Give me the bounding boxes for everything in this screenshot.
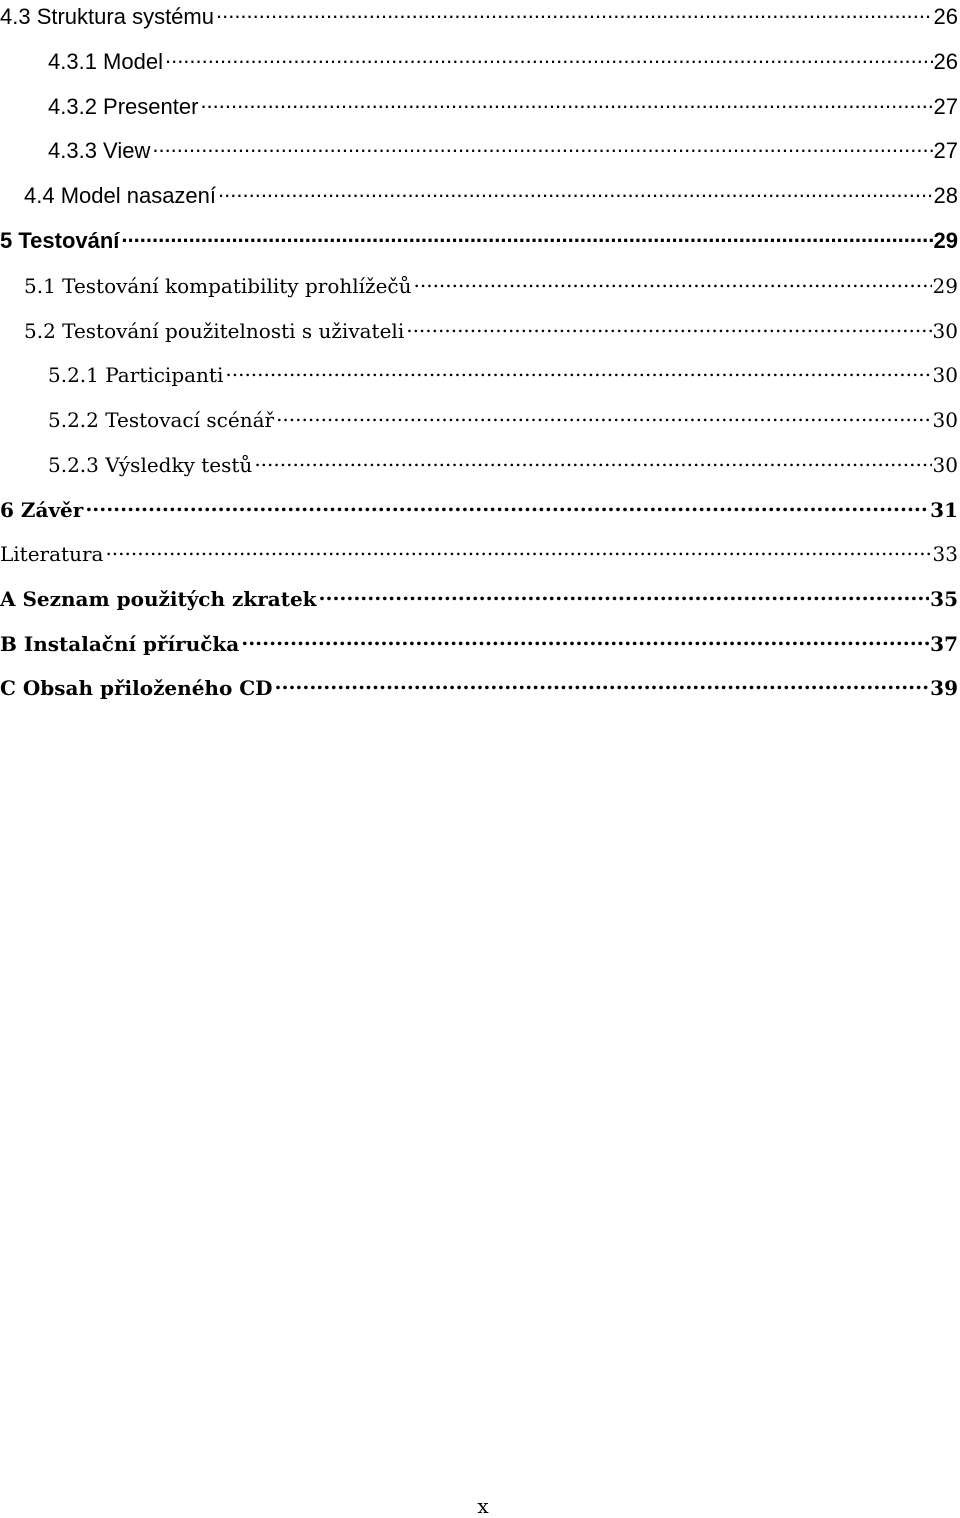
toc-entry-title: 5.2.3 Výsledky testů xyxy=(48,453,253,477)
toc-entry[interactable] xyxy=(48,356,958,396)
toc-entry[interactable] xyxy=(48,88,958,128)
toc-entry[interactable] xyxy=(0,222,958,262)
toc-dot-leader xyxy=(121,222,932,248)
toc-dot-leader xyxy=(200,88,932,114)
toc-entry-page: 29 xyxy=(933,228,958,253)
toc-entry-page: 27 xyxy=(933,138,958,163)
toc-entry-title: 4.3.1 Model xyxy=(48,49,163,74)
toc-entry-page: 28 xyxy=(933,183,958,208)
toc-entry-title: 5.2 Testování použitelnosti s uživateli xyxy=(24,319,405,343)
toc-dot-leader xyxy=(225,356,931,382)
toc-entry-page: 26 xyxy=(933,4,958,29)
toc-entry-title: C Obsah přiloženého CD xyxy=(0,676,273,700)
toc-dot-leader xyxy=(275,669,930,695)
toc-entry[interactable] xyxy=(24,177,958,217)
toc-entry-page: 39 xyxy=(930,676,958,700)
toc-entry-page: 33 xyxy=(932,542,958,566)
toc-entry[interactable] xyxy=(0,669,958,709)
toc-entry[interactable] xyxy=(48,446,958,486)
toc-entry-title: Literatura xyxy=(0,542,104,566)
toc-dot-leader xyxy=(216,0,933,24)
toc-entry-title: 4.3.2 Presenter xyxy=(48,94,199,119)
toc-entry-title: 5.1 Testování kompatibility prohlížečů xyxy=(24,274,412,298)
toc-dot-leader xyxy=(414,267,932,293)
toc-dot-leader xyxy=(85,491,929,517)
toc-entry-title: 5 Testování xyxy=(0,228,120,253)
toc-dot-leader xyxy=(165,43,933,69)
toc-entry-page: 30 xyxy=(932,363,958,387)
toc-entry-page: 30 xyxy=(932,453,958,477)
toc-entry-page: 30 xyxy=(932,408,958,432)
toc-entry-title: 5.2.1 Participanti xyxy=(48,363,224,387)
toc-entry[interactable] xyxy=(0,491,958,531)
toc-entry[interactable] xyxy=(24,312,958,352)
toc-entry-page: 35 xyxy=(930,587,958,611)
toc-entry-page: 27 xyxy=(933,94,958,119)
toc-entry[interactable] xyxy=(0,0,958,38)
toc-entry-title: A Seznam použitých zkratek xyxy=(0,587,317,611)
toc-entry-title: 4.3.3 View xyxy=(48,138,151,163)
toc-entry[interactable] xyxy=(24,267,958,307)
toc-entry-page: 37 xyxy=(930,632,958,656)
toc-entry[interactable] xyxy=(48,401,958,441)
toc-dot-leader xyxy=(254,446,931,472)
toc-dot-leader xyxy=(276,401,931,427)
toc-entry-page: 29 xyxy=(932,274,958,298)
toc-dot-leader xyxy=(218,177,932,203)
toc-entry[interactable] xyxy=(48,43,958,83)
toc-entry[interactable] xyxy=(0,535,958,575)
toc-entry-title: 6 Závěr xyxy=(0,498,84,522)
toc-entry-page: 30 xyxy=(932,319,958,343)
toc-entry[interactable] xyxy=(0,580,958,620)
toc-entry-page: 26 xyxy=(933,49,958,74)
toc-dot-leader xyxy=(406,312,931,338)
toc-dot-leader xyxy=(152,132,932,158)
toc-entry-title: 4.4 Model nasazení xyxy=(24,183,217,208)
toc-entry-title: 4.3 Struktura systému xyxy=(0,4,214,29)
toc-entry-title: 5.2.2 Testovací scénář xyxy=(48,408,275,432)
toc-entry-title: B Instalační příručka xyxy=(0,632,240,656)
toc-dot-leader xyxy=(319,580,930,606)
page-number: x xyxy=(477,1494,489,1518)
toc-entry[interactable] xyxy=(0,625,958,665)
toc-entry-page: 31 xyxy=(930,498,958,522)
toc-entry[interactable] xyxy=(48,132,958,172)
toc-dot-leader xyxy=(241,625,929,651)
toc-dot-leader xyxy=(105,535,931,561)
